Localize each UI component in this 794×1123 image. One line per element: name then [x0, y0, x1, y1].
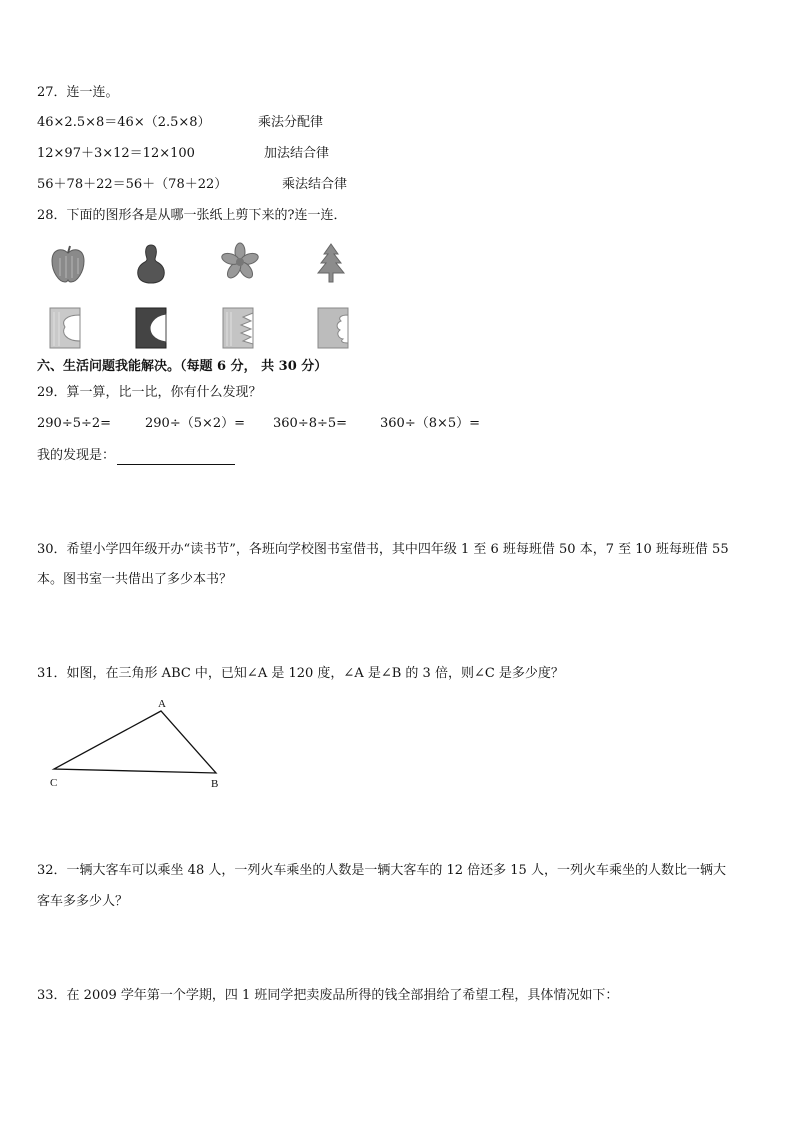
- q27-law-1: 乘法分配律: [258, 115, 324, 130]
- apple-icon: [50, 244, 86, 284]
- q27-expr-1: 46×2.5×8＝46×（2.5×8）: [37, 115, 211, 130]
- paper-leaf-cut-icon: [48, 306, 82, 350]
- q27-title: 27．连一连。: [37, 85, 119, 100]
- section-6-title: 六、生活问题我能解决。（每题 6 分， 共 30 分）: [37, 359, 328, 374]
- q30-line-2: 本。图书室一共借出了多少本书？: [37, 572, 233, 587]
- vertex-label-a: A: [158, 698, 166, 710]
- q27-expr-3: 56＋78＋22＝56＋（78＋22）: [37, 177, 228, 192]
- q29-answer-blank[interactable]: [117, 450, 235, 465]
- q27-expr-2: 12×97＋3×12＝12×100: [37, 146, 195, 161]
- q33-title: 33．在 2009 学年第一个学期，四 1 班同学把卖废品所得的钱全部捐给了希望工程，具体情况如下：: [37, 988, 619, 1003]
- flower-icon: [220, 242, 260, 282]
- paper-bump-cut-icon: [316, 306, 350, 350]
- q27-law-3: 乘法结合律: [282, 177, 348, 192]
- q29-expr-3: 360÷8÷5=: [273, 416, 348, 431]
- q31-title: 31．如图，在三角形 ABC 中，已知∠A 是 120 度，∠A 是∠B 的 3 倍，则∠C 是多少度？: [37, 666, 564, 681]
- q30-line-1: 30．希望小学四年级开办“读书节”，各班向学校图书室借书，其中四年级 1 至 6 班每班借 50 本，7 至 10 班每班借 55: [37, 542, 729, 557]
- tree-icon: [314, 242, 348, 284]
- q29-finding-line: [37, 447, 235, 465]
- paper-arc-cut-icon: [134, 306, 168, 350]
- gourd-icon: [134, 242, 168, 284]
- q29-title: 29．算一算，比一比，你有什么发现？: [37, 385, 262, 400]
- q28-title: 28．下面的图形各是从哪一张纸上剪下来的?连一连．: [37, 208, 347, 223]
- q29-finding-label: 我的发现是：: [37, 448, 116, 463]
- q32-line-1: 32．一辆大客车可以乘坐 48 人，一列火车乘坐的人数是一辆大客车的 12 倍还多 15 人，一列火车乘坐的人数比一辆大: [37, 863, 726, 878]
- vertex-label-b: B: [211, 778, 219, 790]
- q29-expr-4: 360÷（8×5）=: [380, 416, 481, 431]
- triangle-abc-figure: [44, 694, 234, 794]
- q29-expr-1: 290÷5÷2=: [37, 416, 112, 431]
- q27-law-2: 加法结合律: [264, 146, 330, 161]
- q29-expr-2: 290÷（5×2）=: [145, 416, 246, 431]
- vertex-label-c: C: [50, 777, 58, 789]
- paper-zigzag-cut-icon: [221, 306, 255, 350]
- q32-line-2: 客车多多少人？: [37, 894, 129, 909]
